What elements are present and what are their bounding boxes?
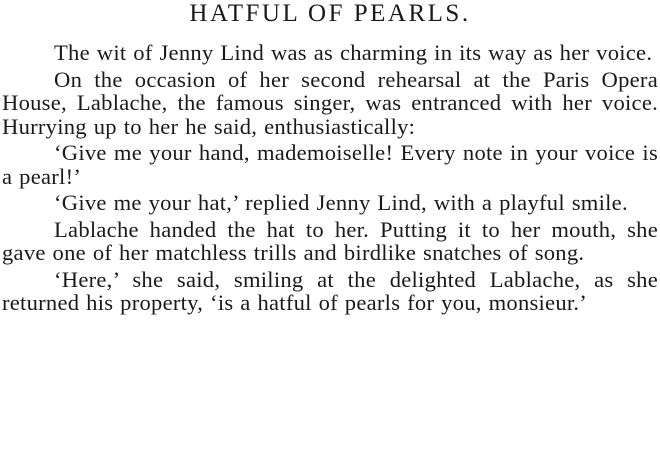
- article-paragraph-4: ‘Give me your hat,’ replied Jenny Lind, with a playful smile.: [54, 190, 628, 215]
- article-paragraph-3: ‘Give me your hand, mademoiselle! Every note in your voice is a pearl!’: [2, 140, 658, 189]
- article-headline: HATFUL OF PEARLS.: [189, 0, 471, 27]
- article-paragraph-5: Lablache handed the hat to her. Putting it to her mouth, she gave one of her matchless trills and birdlike snatches of song.: [2, 216, 658, 265]
- article-paragraph-2: On the occasion of her second rehearsal at the Paris Opera House, Lablache, the famous singer, was entranced with her voice. Hurrying up to her he said, enthusiastically:: [2, 66, 658, 139]
- article-paragraph-1: The wit of Jenny Lind was as charming in its way as her voice.: [54, 40, 653, 65]
- article-paragraph-6: ‘Here,’ she said, smiling at the delighted Lablache, as she returned his property, ‘is a hatful of pearls for you, monsieur.’: [2, 266, 658, 315]
